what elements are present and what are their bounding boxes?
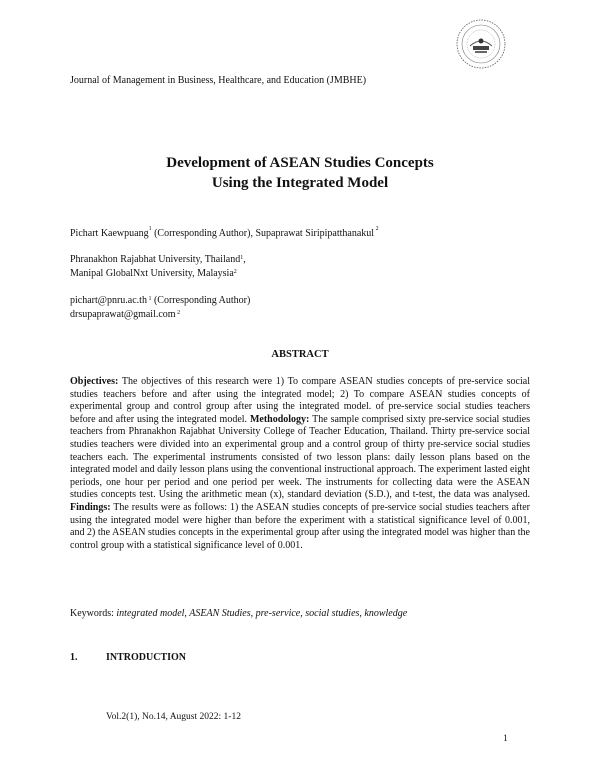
keywords-label: Keywords: [70,608,117,619]
email-2-address: drsupaprawat@gmail.com [70,309,176,320]
affiliation-1-sup: 1 [240,255,244,261]
page-number: 1 [503,734,508,744]
author-2-sup: 2 [374,226,379,232]
section-number: 1. [70,652,78,663]
journal-seal-logo [455,18,507,70]
paper-title [0,153,600,193]
objectives-text: The objectives of this research were 1) To compare ASEAN studies concepts of pre-service social studies teachers before and after using the integrated model; 2) To compare ASEAN studies concepts of experimental group and control group after using the integrated model. of pre-service social studies teachers before and after using the integrated model. [70,376,530,425]
affiliation-1-end: , [243,254,246,265]
affiliation-1 [70,253,246,267]
author-2: Supaprawat Siripipatthanakul [255,228,375,239]
email-1 [70,294,250,308]
findings-text: The results were as follows: 1) the ASEAN studies concepts of pre-service social studies teachers after using the integrated model were higher than before the experiment with a statistical significance level of 0.001, and 2) the ASEAN studies concepts in the experimental group after using the integrated model was higher than the control group with a statistical significance level of 0.001. [70,501,530,551]
keywords [70,608,407,619]
methodology-text: The sample comprised sixty pre-service social studies teachers from Phranakhon Rajabhat University College of Teacher Education, Thailand. Thirty pre-service social studies teachers were divided into an experimental group and a control group of thirty pre-service social studies teachers each. The experimental instruments consisted of two lesson plans: daily lesson plans based on the integrated model and daily lesson plans using the conventional instructional approach. The experiment lasted eight periods, one hour per period and one period per week. The instruments for collecting data were the ASEAN studies concepts test. Using the arithmetic mean (x), standard deviation (S.D.), and t-test, the data was analysed. [70,413,531,501]
section-heading: INTRODUCTION [106,652,187,663]
journal-name: Journal of Management in Business, Healthcare, and Education (JMBHE) [70,75,367,86]
emails [70,294,250,322]
abstract-body [70,376,530,552]
author-1-sup: 1 [148,226,152,232]
author-1: Pichart Kaewpuang [70,228,149,239]
abstract-heading: ABSTRACT [271,349,329,360]
affiliation-2 [70,267,246,281]
author-list [70,228,379,239]
footer-citation: Vol.2(1), No.14, August 2022: 1-12 [106,712,241,722]
email-2-sup: 2 [175,310,181,316]
findings-label: Findings: [70,501,111,513]
email-2 [70,308,250,322]
email-1-address: pichart@pnru.ac.th [70,295,147,306]
author-1-note: (Corresponding Author), [151,228,256,239]
keywords-items: integrated model, ASEAN Studies, pre-service, social studies, knowledge [116,608,408,619]
affiliations [70,253,246,281]
email-1-note: (Corresponding Author) [151,295,251,306]
email-1-sup: 1 [146,296,152,302]
affiliation-1-text: Phranakhon Rajabhat University, Thailand [70,254,241,265]
paper-title-line-2: Using the Integrated Model [211,175,389,191]
affiliation-2-sup: 2 [233,269,237,275]
paper-title-line-1: Development of ASEAN Studies Concepts [166,155,434,171]
affiliation-2-text: Manipal GlobalNxt University, Malaysia [70,268,234,279]
methodology-label: Methodology: [249,413,310,425]
objectives-label: Objectives: [70,376,119,387]
